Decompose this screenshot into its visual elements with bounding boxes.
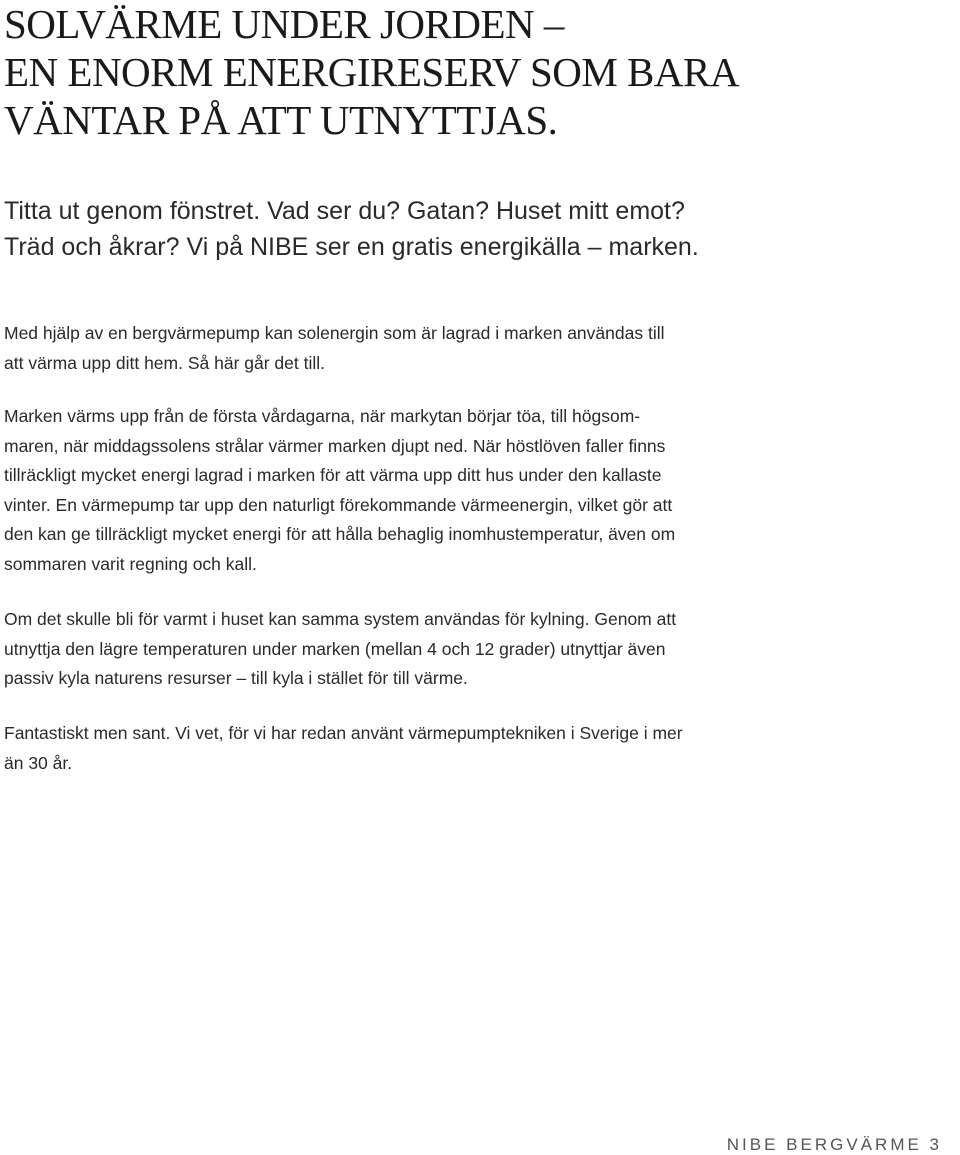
lead-line: Titta ut genom fönstret. Vad ser du? Gatan? Huset mitt emot?: [4, 197, 685, 225]
text-line: Marken värms upp från de första vårdagarna, när markytan börjar töa, till högsom-: [4, 406, 641, 426]
text-line: Med hjälp av en bergvärmepump kan solenergin som är lagrad i marken användas till: [4, 323, 665, 343]
text-line: att värma upp ditt hem. Så här går det till.: [4, 352, 325, 373]
text-line: den kan ge tillräckligt mycket energi för att hålla behaglig inomhustemperatur, även om: [4, 524, 676, 544]
heading-line: SOLVÄRME UNDER JORDEN –: [4, 1, 564, 47]
lead-line: Träd och åkrar? Vi på NIBE ser en gratis energikälla – marken.: [4, 233, 699, 261]
text-line: maren, när middagssolens strålar värmer marken djupt ned. När höstlöven faller finns: [4, 435, 666, 456]
text-line: utnyttja den lägre temperaturen under marken (mellan 4 och 12 grader) utnyttjar även: [4, 638, 666, 659]
text-line: tillräckligt mycket energi lagrad i marken för att värma upp ditt hus under den kallaste: [4, 465, 662, 485]
page-footer: NIBE BERGVÄRME 3: [726, 1135, 942, 1154]
text-line: sommaren varit regning och kall.: [4, 553, 257, 574]
page-heading: [4, 0, 904, 144]
heading-line: EN ENORM ENERGIRESERV SOM BARA: [4, 49, 739, 95]
body-paragraph-intro: [4, 319, 764, 378]
body-paragraph-seasons: [4, 402, 764, 579]
lead-paragraph: [4, 193, 904, 265]
heading-line: VÄNTAR PÅ ATT UTNYTTJAS.: [4, 97, 558, 143]
text-line: än 30 år.: [4, 752, 73, 773]
body-paragraph-cooling: [4, 605, 764, 694]
text-line: Om det skulle bli för varmt i huset kan samma system användas för kylning. Genom att: [4, 609, 677, 629]
text-line: Fantastiskt men sant. Vi vet, för vi har redan använt värmepumptekniken i Sverige i mer: [4, 723, 683, 743]
text-line: passiv kyla naturens resurser – till kyla i stället för till värme.: [4, 668, 468, 688]
body-paragraph-closing: [4, 719, 764, 778]
text-line: vinter. En värmepump tar upp den naturligt förekommande värmeenergin, vilket gör att: [4, 494, 673, 515]
